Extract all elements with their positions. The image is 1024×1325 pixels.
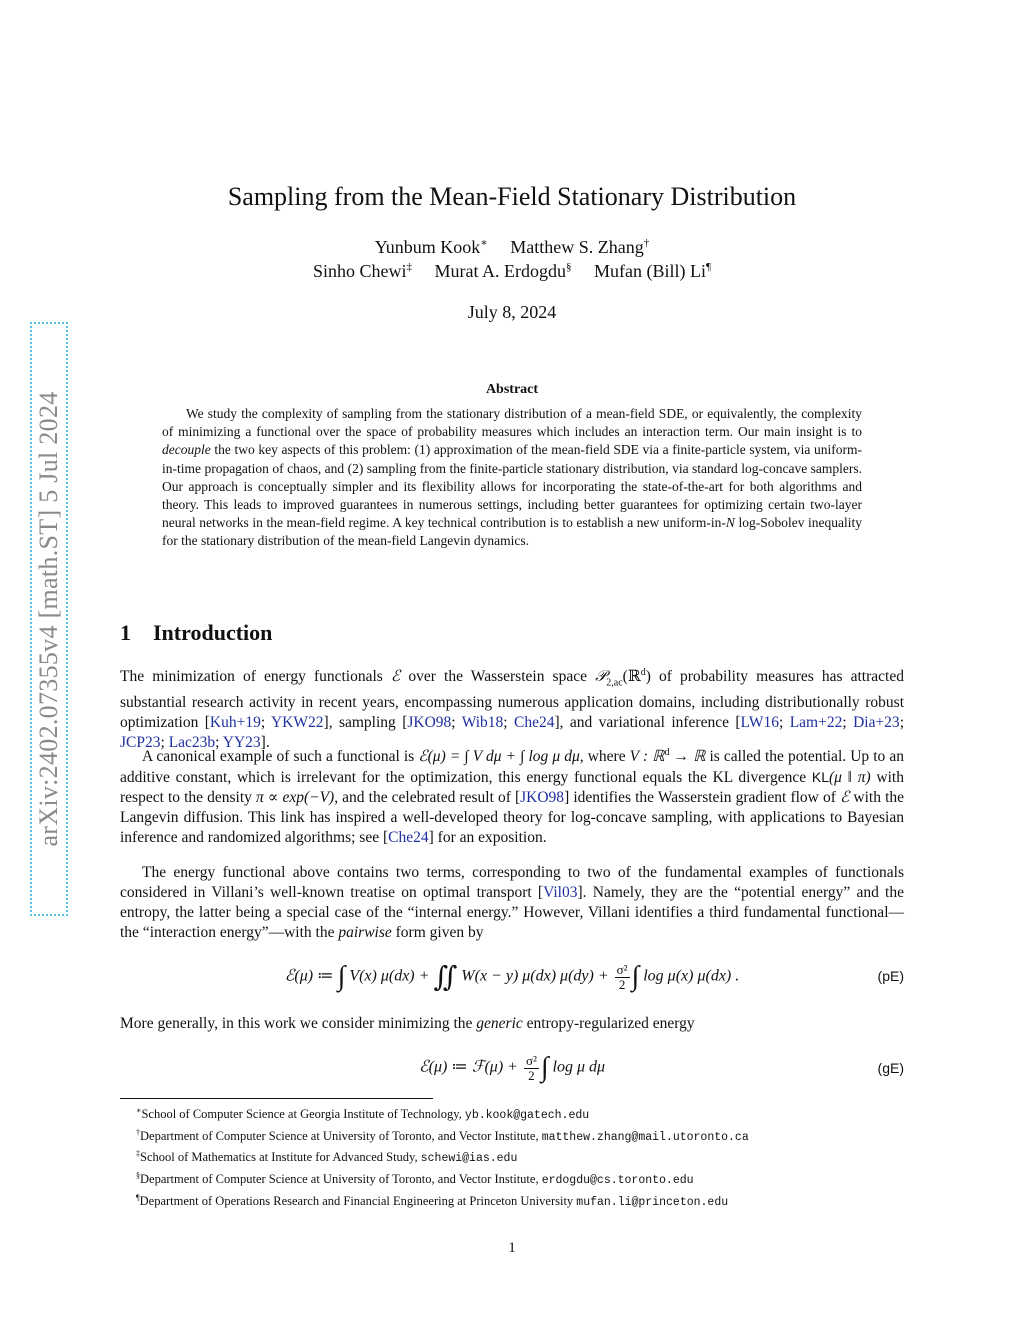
paragraph-4: More generally, in this work we consider minimizing the generic entropy-regularized energy bbox=[120, 1015, 695, 1032]
citation-link[interactable]: Lac23b bbox=[168, 734, 216, 752]
citation-link[interactable]: JKO98 bbox=[407, 714, 452, 732]
abstract-text: We study the complexity of sampling from the stationary distribution of a mean-field SDE, or equivalently, the complexity of minimizing a functional over the space of probability measures which includes an interaction term. Our main insight is to decouple the two key aspects of this problem: (1) approximation of the mean-field SDE via a finite-particle system, via uniform-in-time propagation of chaos, and (2) sampling from the finite-particle stationary distribution, via standard log-concave samplers. Our approach is conceptually simpler and its flexibility allows for incorporating the state-of-the-art for both algorithms and theory. This leads to improved guarantees in numerous settings, including better guarantees for optimizing certain two-layer neural networks in the mean-field regime. A key technical contribution is to establish a new uniform-in-N log-Sobolev inequality for the stationary distribution of the mean-field Langevin dynamics. bbox=[162, 406, 863, 549]
author: Mufan (Bill) Li¶ bbox=[594, 261, 711, 281]
citation-link[interactable]: LW16 bbox=[740, 714, 779, 732]
citation-link[interactable]: Kuh+19 bbox=[209, 714, 261, 732]
citation-link[interactable]: Che24 bbox=[513, 714, 555, 732]
citation-link[interactable]: Dia+23 bbox=[853, 714, 900, 732]
footnote: ∗School of Computer Science at Georgia Institute of Technology, yb.kook@gatech.edu bbox=[136, 1106, 590, 1123]
equation-pe: ℰ(μ) ≔ ∫ V(x) μ(dx) + ∬ W(x − y) μ(dx) μ(dy) + $\frac{\text{σ²}}{2}$ ∫ log μ(x) μ(dx) . (pE) bbox=[284, 961, 904, 993]
citation-link[interactable]: Vil03 bbox=[543, 884, 578, 901]
footnote: ‡School of Mathematics at Institute for Advanced Study, schewi@ias.edu bbox=[136, 1149, 518, 1166]
arxiv-stamp-text: arXiv:2402.07355v4 [math.ST] 5 Jul 2024 bbox=[34, 391, 63, 847]
citation-link[interactable]: Wib18 bbox=[461, 714, 504, 732]
email-link[interactable]: erdogdu@cs.toronto.edu bbox=[541, 1174, 694, 1188]
email-link[interactable]: yb.kook@gatech.edu bbox=[464, 1109, 590, 1123]
arxiv-stamp bbox=[30, 322, 68, 916]
citation-link[interactable]: YKW22 bbox=[270, 714, 324, 732]
abstract-heading: Abstract bbox=[485, 382, 539, 397]
paper-date: July 8, 2024 bbox=[467, 302, 557, 322]
email-link[interactable]: schewi@ias.edu bbox=[420, 1152, 518, 1166]
section-heading: 1 Introduction bbox=[120, 620, 273, 645]
citation-link[interactable]: Che24 bbox=[388, 829, 429, 847]
email-link[interactable]: matthew.zhang@mail.utoronto.ca bbox=[541, 1130, 749, 1144]
author: Matthew S. Zhang† bbox=[510, 237, 650, 257]
paragraph-1: The minimization of energy functionals ℰ over the Wasserstein space 𝒫$_{2,ac}$(ℝ$^d$) of probability measures has attracted substantial research activity in recent years, encompassing numerous application domains, including distributionally robust optimization [Kuh+19; YKW22], sampling [JKO98; Wib18; Che24], and variational inference [LW16; Lam+22; Dia+23; JCP23; Lac23b; YY23]. bbox=[120, 667, 904, 752]
author-row-1 bbox=[0, 236, 1024, 258]
citation-link[interactable]: JKO98 bbox=[520, 789, 565, 807]
citation-link[interactable]: Lam+22 bbox=[789, 714, 843, 732]
footnote: †Department of Computer Science at University of Toronto, and Vector Institute, matthew.zhang@mail.utoronto.ca bbox=[136, 1127, 749, 1144]
author: Murat A. Erdogdu§ bbox=[434, 261, 572, 281]
citation-link[interactable]: YY23 bbox=[222, 734, 261, 752]
paragraph-2: A canonical example of such a functional is ℰ(μ) = ∫ V dμ + ∫ log μ dμ, where V : ℝ$^d$ → ℝ is called the potential. Up to an additive constant, which is irrelevant for the optimization, this energy functional equals the KL divergence KL(μ ‖ π) with respect to the density π ∝ exp(−V), and the celebrated result of [JKO98] identifies the Wasserstein gradient flow of ℰ with the Langevin diffusion. This link has inspired a well-developed theory for log-concave sampling, with applications to Bayesian inference and randomized algorithms; see [Che24] for an exposition. bbox=[120, 747, 905, 847]
paper-title: Sampling from the Mean-Field Stationary Distribution bbox=[227, 182, 797, 211]
author: Yunbum Kook∗ bbox=[374, 237, 488, 257]
footnotes bbox=[136, 1103, 749, 1211]
equation-ge: ℰ(μ) ≔ ℱ(μ) + $\frac{\text{σ²}}{2}$ ∫ log μ dμ (gE) bbox=[418, 1052, 904, 1083]
page-number: 1 bbox=[508, 1240, 516, 1256]
footnote-rule bbox=[120, 1098, 433, 1099]
citation-link[interactable]: JCP23 bbox=[120, 734, 161, 752]
author: Sinho Chewi‡ bbox=[313, 261, 413, 281]
footnote: ¶Department of Operations Research and Financial Engineering at Princeton University mufan.li@princeton.edu bbox=[136, 1192, 729, 1209]
paragraph-3: The energy functional above contains two terms, corresponding to two of the fundamental examples of functionals considered in Villani’s well-known treatise on optimal transport [Vil03]. Namely, they are the “potential energy” and the entropy, the latter being a special case of the “internal energy.” However, Villani identifies a third fundamental functional—the “interaction energy”—with the pairwise form given by bbox=[120, 864, 904, 941]
equation-tag: (gE) bbox=[877, 1060, 904, 1076]
email-link[interactable]: mufan.li@princeton.edu bbox=[576, 1195, 729, 1209]
footnote: §Department of Computer Science at University of Toronto, and Vector Institute, erdogdu@cs.toronto.edu bbox=[136, 1170, 694, 1188]
author-row-2 bbox=[0, 261, 1024, 282]
equation-tag: (pE) bbox=[877, 968, 904, 984]
